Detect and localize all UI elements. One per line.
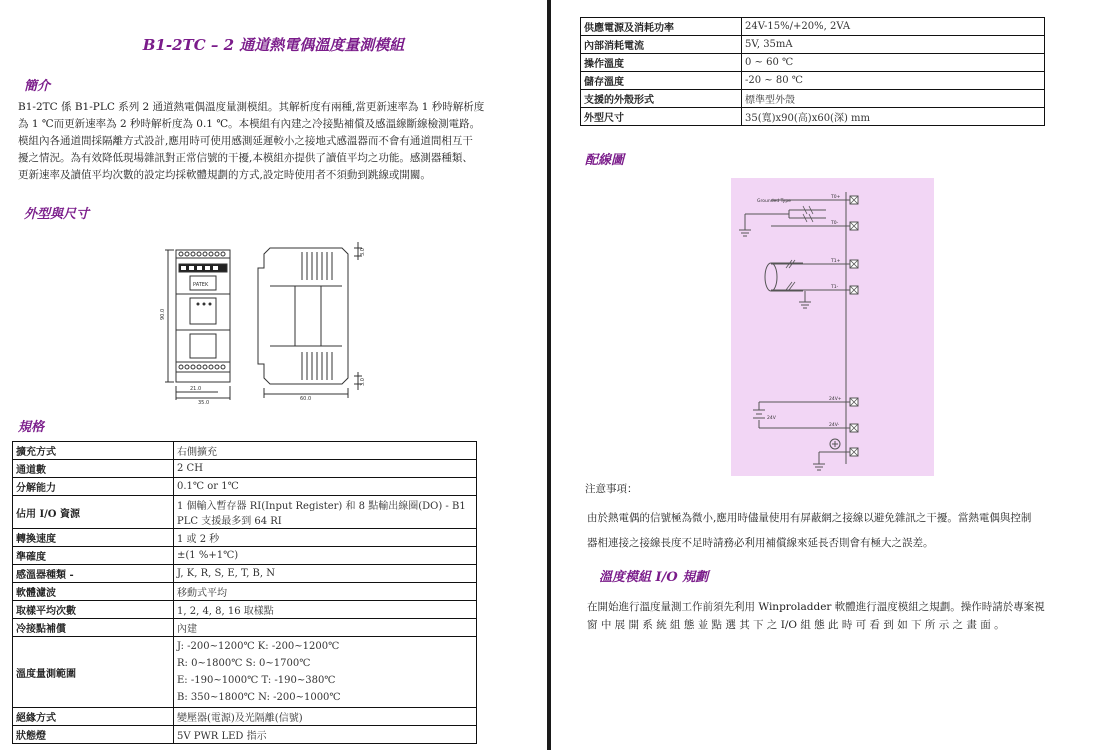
grounded-type-label: Grounded Type: [757, 199, 791, 204]
spec-value: [174, 637, 477, 708]
left-page: [0, 0, 547, 750]
spec-key: 軟體濾波: [13, 583, 174, 601]
spec-key: 冷接點補償: [13, 619, 174, 637]
intro-line: 更新速率及讀值平均次數的設定均採軟體規劃的方式,設定時使用者不須動到跳線或開關。: [18, 169, 431, 181]
spec-key: 轉換速度: [13, 529, 174, 547]
spec-key: 溫度量測範圍: [13, 637, 174, 708]
spec-value: [174, 529, 477, 547]
spec-value: [174, 565, 477, 583]
plan-heading: 溫度模組 I/O 規劃: [599, 570, 709, 585]
spec-row: [13, 496, 477, 529]
spec-key: 準確度: [13, 547, 174, 565]
spec-row: [581, 18, 1045, 36]
spec-value: [174, 619, 477, 637]
spec-value: [174, 726, 477, 744]
spec-value-line: 5V PWR LED 指示: [177, 731, 267, 742]
spec-key: 狀態燈: [13, 726, 174, 744]
spec-value: 35(寬)x90(高)x60(深) mm: [742, 108, 1045, 126]
spec-value: [174, 460, 477, 478]
intro-paragraph: [18, 99, 484, 184]
spec-row: [13, 637, 477, 708]
document-title: B1-2TC – 2 通道熱電偶溫度量測模組: [142, 36, 405, 54]
plan-paragraph: [587, 598, 1045, 634]
spec-row: [581, 90, 1045, 108]
terminal-label: T1+: [831, 259, 841, 264]
dim-label: 3.0: [360, 378, 366, 386]
spec-key: 操作溫度: [581, 54, 742, 72]
spec-value-line: 1 個輸入暫存器 RI(Input Register) 和 8 點輸出線圈(DO) - B1: [177, 501, 466, 512]
spec-value-line: E: -190~1000℃ T: -190~380℃: [177, 675, 336, 686]
terminal-label: T0-: [831, 221, 839, 226]
notes-title: 注意事項：: [585, 483, 638, 495]
spec-value-line: R: 0~1800℃ S: 0~1700℃: [177, 658, 311, 669]
notes-paragraph: [587, 506, 1031, 556]
dim-label: 35.0: [198, 400, 210, 406]
outline-heading: 外型與尺寸: [24, 207, 90, 222]
spec-value-line: J: -200~1200℃ K: -200~1200℃: [177, 641, 340, 652]
spec-value-line: 2 CH: [177, 463, 203, 474]
spec-row: [13, 478, 477, 496]
spec-table-continued: [580, 17, 1045, 126]
terminal-label: T0+: [831, 195, 841, 200]
spec-value-line: 內建: [177, 624, 197, 635]
plan-line: 在開始進行溫度量測工作前須先利用 Winproladder 軟體進行溫度模組之規劃。操作時請於專案視: [587, 601, 1045, 613]
supply-voltage-label: 24V: [767, 416, 776, 421]
notes-line: 由於熱電偶的信號極為微小,應用時儘量使用有屏蔽網之接線以避免雜訊之干擾。當熱電偶與控制: [587, 512, 1032, 524]
spec-row: [581, 108, 1045, 126]
spec-row: [13, 442, 477, 460]
spec-value-line: 0.1℃ or 1℃: [177, 481, 239, 492]
spec-key: 佔用 I/O 資源: [13, 496, 174, 529]
spec-key: 內部消耗電流: [581, 36, 742, 54]
spec-value: [174, 583, 477, 601]
spec-value: [174, 708, 477, 726]
right-page: [551, 0, 1102, 750]
spec-row: [581, 72, 1045, 90]
spec-key: 儲存溫度: [581, 72, 742, 90]
spec-value: 5V, 35mA: [742, 36, 1045, 54]
spec-value-line: PLC 支援最多到 64 RI: [177, 516, 282, 527]
intro-line: 擾之情況。為有效降低現場雜訊對正常信號的干擾,本模組亦提供了讀值平均之功能。感測器種類、: [18, 152, 473, 164]
spec-value-line: B: 350~1800℃ N: -200~1000℃: [177, 692, 341, 703]
terminal-label: 24V+: [829, 397, 842, 402]
terminal-label: 24V-: [829, 423, 840, 428]
dim-label: 90.0: [160, 308, 166, 320]
spec-value: [174, 601, 477, 619]
spec-value: [174, 442, 477, 460]
spec-row: [13, 460, 477, 478]
spec-value: [174, 547, 477, 565]
spec-value: 24V-15%/+20%, 2VA: [742, 18, 1045, 36]
spec-row: [13, 708, 477, 726]
wiring-heading: 配線圖: [585, 153, 625, 168]
spec-key: 外型尺寸: [581, 108, 742, 126]
spec-value: 0 ~ 60 ℃: [742, 54, 1045, 72]
spec-value-line: 1, 2, 4, 8, 16 取樣點: [177, 606, 274, 617]
spec-key: 支援的外殼形式: [581, 90, 742, 108]
spec-value: [174, 478, 477, 496]
spec-value: -20 ~ 80 ℃: [742, 72, 1045, 90]
spec-key: 絕緣方式: [13, 708, 174, 726]
brand-label: PATEK: [193, 282, 209, 288]
spec-row: [13, 601, 477, 619]
spec-row: [13, 529, 477, 547]
spec-key: 供應電源及消耗功率: [581, 18, 742, 36]
spec-value-line: ±(1 %+1℃): [177, 550, 239, 561]
spec-row: [13, 547, 477, 565]
spec-value-line: 右側擴充: [177, 447, 217, 458]
plan-line: 窗 中 展 開 系 統 組 態 並 點 選 其 下 之 I/O 組 態 此 時 可 看 到 如 下 所 示 之 畫 面 。: [587, 619, 1005, 631]
spec-value-line: 移動式平均: [177, 588, 227, 599]
spec-value-line: 變壓器(電源)及光隔離(信號): [177, 713, 303, 724]
intro-line: B1-2TC 係 B1-PLC 系列 2 通道熱電偶溫度量測模組。其解析度有兩種,當更新速率為 1 秒時解析度: [18, 101, 485, 113]
outline-drawing: [162, 236, 372, 404]
spec-row: [581, 36, 1045, 54]
spec-row: [13, 726, 477, 744]
spec-value: [174, 496, 477, 529]
spec-key: 感溫器種類 -: [13, 565, 174, 583]
spec-value-line: 1 或 2 秒: [177, 534, 220, 545]
intro-heading: 簡介: [24, 79, 51, 94]
wiring-diagram: [731, 178, 934, 476]
intro-line: 為 1 ℃而更新速率為 2 秒時解析度為 0.1 ℃。本模組有內建之冷接點補償及感溫線斷線檢測電路。: [18, 118, 481, 130]
spec-table: [12, 441, 477, 744]
spec-row: [13, 583, 477, 601]
spec-row: [13, 565, 477, 583]
side-view-body: [258, 248, 348, 384]
spec-heading: 規格: [18, 420, 45, 435]
spec-key: 擴充方式: [13, 442, 174, 460]
dim-label: 3.0: [360, 248, 366, 256]
dim-label: 21.0: [190, 386, 202, 392]
spec-key: 分解能力: [13, 478, 174, 496]
spec-value: 標準型外殼: [742, 90, 1045, 108]
spec-key: 通道數: [13, 460, 174, 478]
notes-line: 器相連接之接線長度不足時請務必利用補償線來延長否則會有極大之誤差。: [587, 537, 934, 549]
spec-key: 取樣平均次數: [13, 601, 174, 619]
spec-value-line: J, K, R, S, E, T, B, N: [177, 568, 276, 579]
spec-row: [13, 619, 477, 637]
dim-label: 60.0: [300, 396, 312, 402]
terminal-label: T1-: [831, 285, 839, 290]
intro-line: 模組內各通道間採隔離方式設計,應用時可使用感測延遲較小之接地式感溫器而不會有通道間相互干: [18, 135, 473, 147]
spec-row: [581, 54, 1045, 72]
